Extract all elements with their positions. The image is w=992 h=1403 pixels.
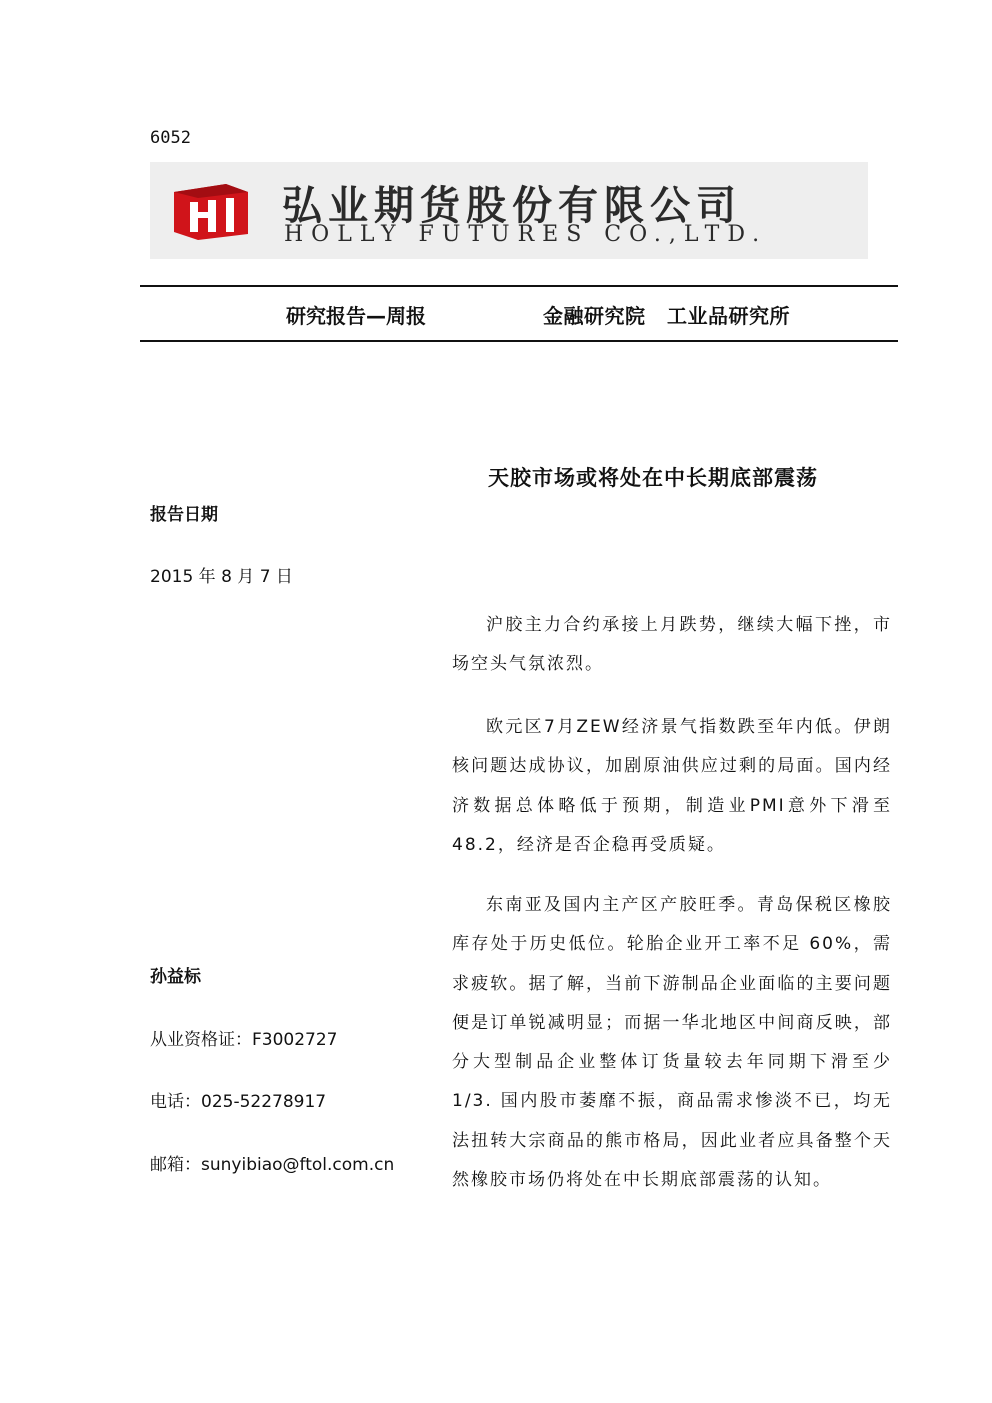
summary-paragraph: 沪胶主力合约承接上月跌势，继续大幅下挫，市场空头气氛浓烈。 — [452, 615, 892, 675]
header-bottom-rule — [140, 340, 898, 342]
analyst-phone: 电话：025-52278917 — [150, 1092, 327, 1112]
analyst-email: 邮箱：sunyibiao@ftol.com.cn — [150, 1155, 395, 1175]
summary-paragraph: 欧元区7月ZEW经济景气指数跌至年内低。伊朗核问题达成协议，加剧原油供应过剩的局面。国内经济数据总体略低于预期，制造业PMI意外下滑至48.2，经济是否企稳再受质疑。 — [452, 717, 892, 855]
organization-heading: 金融研究院 工业品研究所 — [543, 304, 790, 328]
analyst-certificate: 从业资格证：F3002727 — [150, 1030, 338, 1050]
header-top-rule — [140, 285, 898, 287]
report-type-heading: 研究报告—周报 — [286, 304, 426, 328]
holly-logo-icon — [168, 178, 252, 244]
report-date-label: 报告日期 — [150, 505, 218, 525]
summary-paragraph: 东南亚及国内主产区产胶旺季。青岛保税区橡胶库存处于历史低位。轮胎企业开工率不足 60%，需求疲软。据了解，当前下游制品企业面临的主要问题便是订单锐减明显；而据一华北地区中间商反映，部分大型制品企业整体订货量较去年同期下滑至少 1/3. 国内股市萎靡不振，商品需求惨淡不已，均无法扭转大宗商品的熊市格局，因此业者应具备整个天然橡胶市场仍将处在中长期底部震荡的认知。 — [452, 895, 892, 1191]
report-date-value: 2015 年 8 月 7 日 — [150, 567, 293, 587]
company-name-en: HOLLY FUTURES CO.,LTD. — [284, 222, 768, 247]
analyst-name: 孙益标 — [150, 967, 201, 987]
company-name-cn: 弘业期货股份有限公司 — [282, 182, 742, 229]
report-title: 天胶市场或将处在中长期底部震荡 — [488, 466, 818, 490]
company-logo-banner — [150, 162, 868, 259]
document-code: 6052 — [150, 128, 191, 148]
